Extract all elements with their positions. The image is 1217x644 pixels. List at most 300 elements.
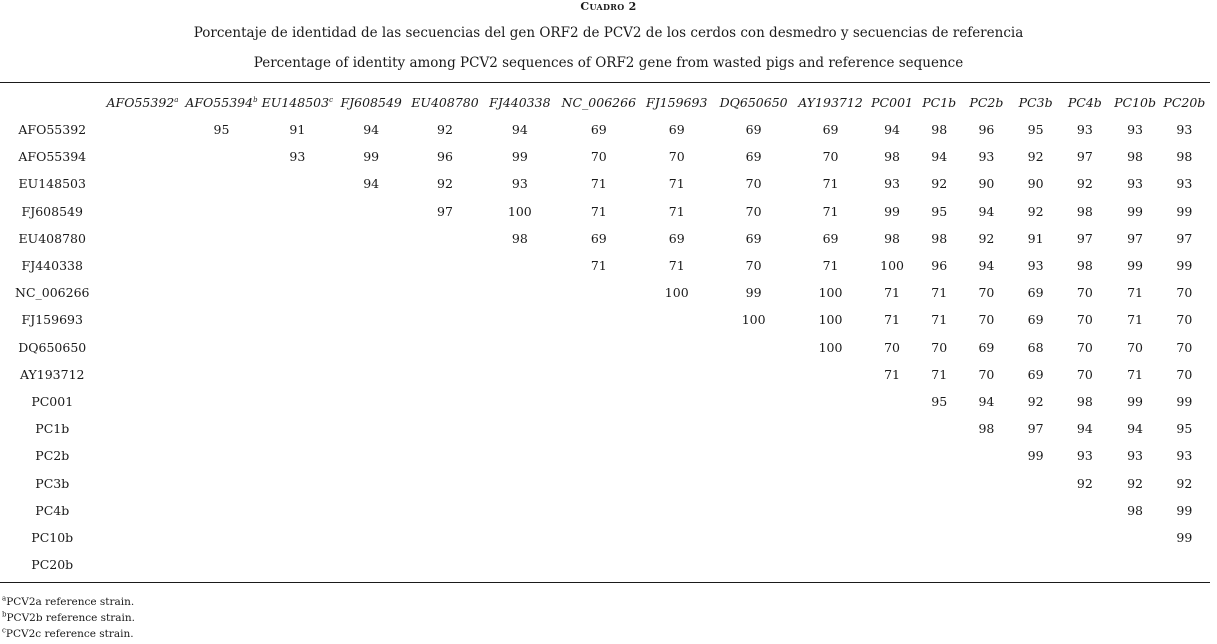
identity-cell: 94 [1127,421,1144,437]
table-row [2,442,1208,469]
identity-cell: 92 [1176,475,1193,491]
identity-cell [917,524,962,551]
identity-cell: 69 [1027,285,1044,301]
identity-cell [182,143,260,170]
identity-cell [182,252,260,279]
identity-cell [962,551,1011,578]
identity-cell [558,279,640,306]
identity-cell: 70 [978,285,995,301]
identity-cell [558,388,640,415]
column-header [408,88,482,116]
identity-cell [714,497,794,524]
identity-cell [558,497,640,524]
identity-cell [334,415,408,442]
column-header-footnote-mark: b [253,95,258,104]
row-label: FJ159693 [21,312,83,328]
identity-cell [408,225,482,252]
table-title-spanish: Porcentaje de identidad de las secuencias del gen ORF2 de PCV2 de los cerdos con desmedro y secuencias de referencia [193,25,1024,41]
identity-cell [867,442,916,469]
identity-cell [714,551,794,578]
row-label: PC001 [31,393,74,409]
identity-cell: 71 [590,176,607,192]
identity-cell [408,442,482,469]
identity-cell [260,252,334,279]
identity-cell: 98 [884,149,901,165]
identity-cell [640,442,714,469]
identity-cell: 93 [978,149,995,165]
identity-cell [867,469,916,496]
identity-cell [260,442,334,469]
identity-cell [103,198,183,225]
table-row [2,116,1208,143]
identity-cell: 71 [1127,366,1144,382]
identity-cell: 93 [1176,448,1193,464]
identity-cell: 93 [1127,176,1144,192]
identity-cell: 70 [590,149,607,165]
table-row [2,551,1208,578]
identity-cell: 71 [590,258,607,274]
footnote-text: PCV2a reference strain. [6,596,135,608]
identity-cell [408,334,482,361]
identity-cell [917,497,962,524]
footnote [2,594,135,610]
identity-cell: 69 [822,122,839,138]
identity-cell: 97 [1027,421,1044,437]
identity-cell: 99 [1176,529,1193,545]
footnote-mark: b [2,610,7,619]
identity-cell [260,469,334,496]
identity-cell: 71 [884,312,901,328]
table-row [2,469,1208,496]
identity-cell: 94 [511,122,528,138]
row-label: PC20b [31,557,74,573]
identity-cell [408,306,482,333]
identity-cell: 98 [1076,203,1093,219]
identity-cell: 95 [931,203,948,219]
identity-cell: 100 [507,203,532,219]
identity-cell: 69 [668,122,685,138]
identity-cell: 99 [1176,258,1193,274]
identity-cell [334,524,408,551]
identity-cell: 70 [978,366,995,382]
identity-cell [794,497,868,524]
column-header [917,88,962,116]
column-header-label: PC2b [969,94,1004,110]
identity-cell [182,551,260,578]
identity-cell: 99 [884,203,901,219]
identity-cell [182,361,260,388]
identity-cell: 93 [1127,122,1144,138]
identity-cell [482,334,558,361]
identity-table [2,88,1208,578]
identity-cell: 99 [1127,258,1144,274]
column-header [260,88,334,116]
table-row [2,198,1208,225]
identity-cell: 92 [1127,475,1144,491]
identity-cell: 71 [668,203,685,219]
identity-cell [482,415,558,442]
table-row [2,143,1208,170]
identity-cell: 70 [931,339,948,355]
identity-cell: 71 [668,258,685,274]
identity-cell [260,388,334,415]
footnote-text: PCV2c reference strain. [5,628,134,640]
identity-cell [260,170,334,197]
identity-cell [103,225,183,252]
table-body [2,116,1208,578]
identity-cell: 94 [978,258,995,274]
identity-cell [103,306,183,333]
identity-cell: 95 [213,122,230,138]
column-header-label: FJ608549 [340,94,402,110]
identity-cell: 71 [822,176,839,192]
identity-cell [558,551,640,578]
column-header [867,88,916,116]
identity-cell [260,551,334,578]
identity-cell: 90 [1027,176,1044,192]
identity-cell [334,306,408,333]
identity-cell [103,442,183,469]
identity-cell: 97 [437,203,453,219]
identity-cell [103,361,183,388]
identity-cell: 71 [822,203,839,219]
identity-cell: 70 [1127,339,1144,355]
identity-cell [103,334,183,361]
footnote [2,610,135,626]
identity-cell: 70 [745,176,762,192]
identity-cell: 93 [1176,122,1193,138]
identity-cell [640,334,714,361]
identity-cell: 71 [668,176,685,192]
identity-cell: 96 [437,149,453,165]
table-row [2,361,1208,388]
column-header [640,88,714,116]
identity-cell: 71 [884,366,901,382]
column-header [794,88,868,116]
identity-cell [640,551,714,578]
identity-cell [334,551,408,578]
identity-cell: 90 [978,176,995,192]
identity-cell [640,497,714,524]
identity-cell [408,469,482,496]
table-number: Cuadro 2 [580,0,637,13]
table-top-rule [0,82,1210,83]
identity-cell: 94 [978,393,995,409]
identity-cell [794,469,868,496]
identity-cell: 97 [1076,230,1093,246]
identity-cell: 69 [745,122,762,138]
identity-cell: 70 [1076,339,1093,355]
identity-cell [482,524,558,551]
identity-cell: 69 [1027,312,1044,328]
identity-cell [182,279,260,306]
identity-cell [1109,524,1160,551]
identity-cell [558,415,640,442]
identity-cell: 71 [931,312,948,328]
row-label: EU408780 [18,230,86,246]
identity-cell [408,361,482,388]
column-header [1109,88,1160,116]
identity-cell: 71 [822,258,839,274]
identity-cell: 95 [1027,122,1044,138]
row-label: AFO55392 [18,122,87,138]
identity-cell: 98 [884,230,901,246]
identity-cell [962,524,1011,551]
identity-cell [334,279,408,306]
identity-cell: 94 [363,176,380,192]
identity-cell [408,415,482,442]
identity-cell: 100 [664,285,689,301]
identity-cell [182,469,260,496]
identity-cell: 100 [818,285,843,301]
identity-cell: 69 [745,230,762,246]
identity-cell: 70 [668,149,685,165]
identity-cell: 94 [363,122,380,138]
row-label: DQ650650 [18,339,87,355]
identity-cell: 97 [1176,230,1193,246]
identity-cell [103,143,183,170]
identity-cell [794,524,868,551]
identity-cell [1011,524,1060,551]
table-title-english: Percentage of identity among PCV2 sequences of ORF2 gene from wasted pigs and reference sequence [253,55,964,71]
identity-cell: 93 [511,176,528,192]
identity-cell [408,279,482,306]
identity-cell: 100 [880,258,904,274]
row-label: AFO55394 [18,149,87,165]
identity-cell [182,388,260,415]
identity-cell [1109,551,1160,578]
identity-cell [260,334,334,361]
identity-cell: 93 [1127,448,1144,464]
identity-cell: 70 [745,258,762,274]
identity-cell [182,442,260,469]
identity-cell: 94 [884,122,901,138]
identity-cell [260,415,334,442]
identity-cell [1011,497,1060,524]
footnote-mark: c [2,626,6,635]
identity-cell: 69 [745,149,762,165]
identity-cell [408,252,482,279]
identity-cell: 98 [931,122,948,138]
column-header-footnote-mark: c [329,95,333,104]
identity-cell [334,198,408,225]
identity-cell: 96 [978,122,995,138]
table-row [2,279,1208,306]
identity-cell: 71 [931,366,948,382]
identity-cell [182,306,260,333]
table-row [2,170,1208,197]
identity-cell [103,116,183,143]
identity-cell: 70 [1076,366,1093,382]
column-header [334,88,408,116]
identity-cell [103,252,183,279]
identity-cell [408,524,482,551]
table-row [2,306,1208,333]
identity-cell [334,497,408,524]
identity-cell [334,225,408,252]
identity-cell: 98 [931,230,948,246]
table-row [2,388,1208,415]
identity-cell [714,415,794,442]
column-header [1161,88,1208,116]
identity-cell: 99 [1027,448,1044,464]
identity-cell: 71 [1127,312,1144,328]
identity-cell: 99 [745,285,762,301]
footnote-mark: a [2,594,7,603]
identity-cell: 69 [978,339,995,355]
row-label: FJ608549 [21,203,83,219]
identity-cell [714,469,794,496]
column-header-label: PC001 [871,94,913,110]
identity-cell: 70 [1176,285,1193,301]
identity-cell: 97 [1127,230,1144,246]
identity-cell [260,361,334,388]
identity-cell [182,170,260,197]
column-header-label: PC1b [922,94,957,110]
identity-cell [482,361,558,388]
column-header [182,88,260,116]
column-header [103,88,183,116]
identity-cell: 98 [1127,149,1144,165]
row-label: PC4b [35,502,70,518]
identity-cell [917,469,962,496]
column-header-label: PC20b [1163,94,1206,110]
column-header-label: PC3b [1018,94,1053,110]
table-row [2,524,1208,551]
identity-cell [103,524,183,551]
identity-cell [794,551,868,578]
identity-cell: 100 [818,312,843,328]
identity-cell [1011,469,1060,496]
column-header-label: FJ440338 [489,94,551,110]
identity-cell: 99 [1176,502,1193,518]
identity-cell [794,388,868,415]
identity-cell: 92 [1076,176,1093,192]
identity-cell: 95 [1176,421,1193,437]
identity-cell [260,306,334,333]
identity-cell [260,225,334,252]
identity-cell [182,497,260,524]
identity-cell [558,361,640,388]
identity-cell [640,306,714,333]
row-label: PC3b [35,475,70,491]
column-header-label: AFO55392 [106,94,175,110]
row-label: NC_006266 [15,285,90,301]
identity-cell [103,551,183,578]
table-row [2,334,1208,361]
footnote [2,626,135,642]
identity-cell [1060,524,1109,551]
column-header-label: AY193712 [798,94,863,110]
identity-cell: 70 [1176,339,1193,355]
identity-cell: 92 [978,230,995,246]
identity-cell [867,551,916,578]
identity-cell [103,415,183,442]
identity-cell [182,198,260,225]
identity-cell: 71 [884,285,901,301]
identity-cell [558,524,640,551]
identity-cell [182,415,260,442]
column-header [1060,88,1109,116]
identity-cell [867,415,916,442]
table-row [2,415,1208,442]
column-header-label: EU148503 [261,94,330,110]
column-header-label: AFO55394 [185,94,254,110]
identity-cell: 92 [1027,393,1044,409]
identity-cell [962,497,1011,524]
identity-cell [1060,551,1109,578]
identity-cell: 98 [1076,258,1093,274]
table-bottom-rule [0,582,1210,583]
column-header [482,88,558,116]
identity-cell: 91 [1027,230,1044,246]
row-label: PC2b [35,448,70,464]
identity-cell: 70 [1176,366,1193,382]
identity-cell [482,279,558,306]
column-header-label: NC_006266 [561,94,637,110]
identity-cell: 92 [437,176,453,192]
footnote-text: PCV2b reference strain. [6,612,136,624]
identity-cell [408,388,482,415]
identity-cell: 69 [668,230,685,246]
identity-cell: 94 [1076,421,1093,437]
identity-cell [103,388,183,415]
identity-cell [640,469,714,496]
identity-cell: 91 [289,122,306,138]
identity-cell: 93 [884,176,901,192]
identity-cell: 71 [931,285,948,301]
identity-cell [640,415,714,442]
identity-cell: 98 [1127,502,1144,518]
identity-cell: 95 [931,393,948,409]
identity-cell: 98 [1176,149,1193,165]
identity-cell [917,415,962,442]
identity-cell [867,524,916,551]
identity-cell: 93 [289,149,306,165]
identity-cell: 92 [1027,203,1044,219]
column-header [962,88,1011,116]
identity-cell [1161,551,1208,578]
identity-cell [182,225,260,252]
identity-cell [482,252,558,279]
identity-cell [482,497,558,524]
identity-cell: 99 [1127,203,1144,219]
column-header [714,88,794,116]
identity-cell [260,497,334,524]
column-header-label: PC10b [1114,94,1157,110]
identity-cell [558,306,640,333]
identity-cell: 69 [590,122,607,138]
identity-cell [714,388,794,415]
identity-cell: 98 [1076,393,1093,409]
identity-cell: 71 [590,203,607,219]
header-row [2,88,1208,116]
identity-cell [640,388,714,415]
identity-cell [334,334,408,361]
identity-cell [917,442,962,469]
identity-cell: 99 [511,149,528,165]
identity-cell [794,442,868,469]
row-label: AY193712 [20,366,85,382]
identity-cell: 99 [1176,203,1193,219]
column-header-label: FJ159693 [646,94,708,110]
row-label: EU148503 [18,176,86,192]
identity-cell [482,469,558,496]
table-row [2,252,1208,279]
identity-cell [482,388,558,415]
identity-cell: 97 [1076,149,1093,165]
identity-cell [867,497,916,524]
